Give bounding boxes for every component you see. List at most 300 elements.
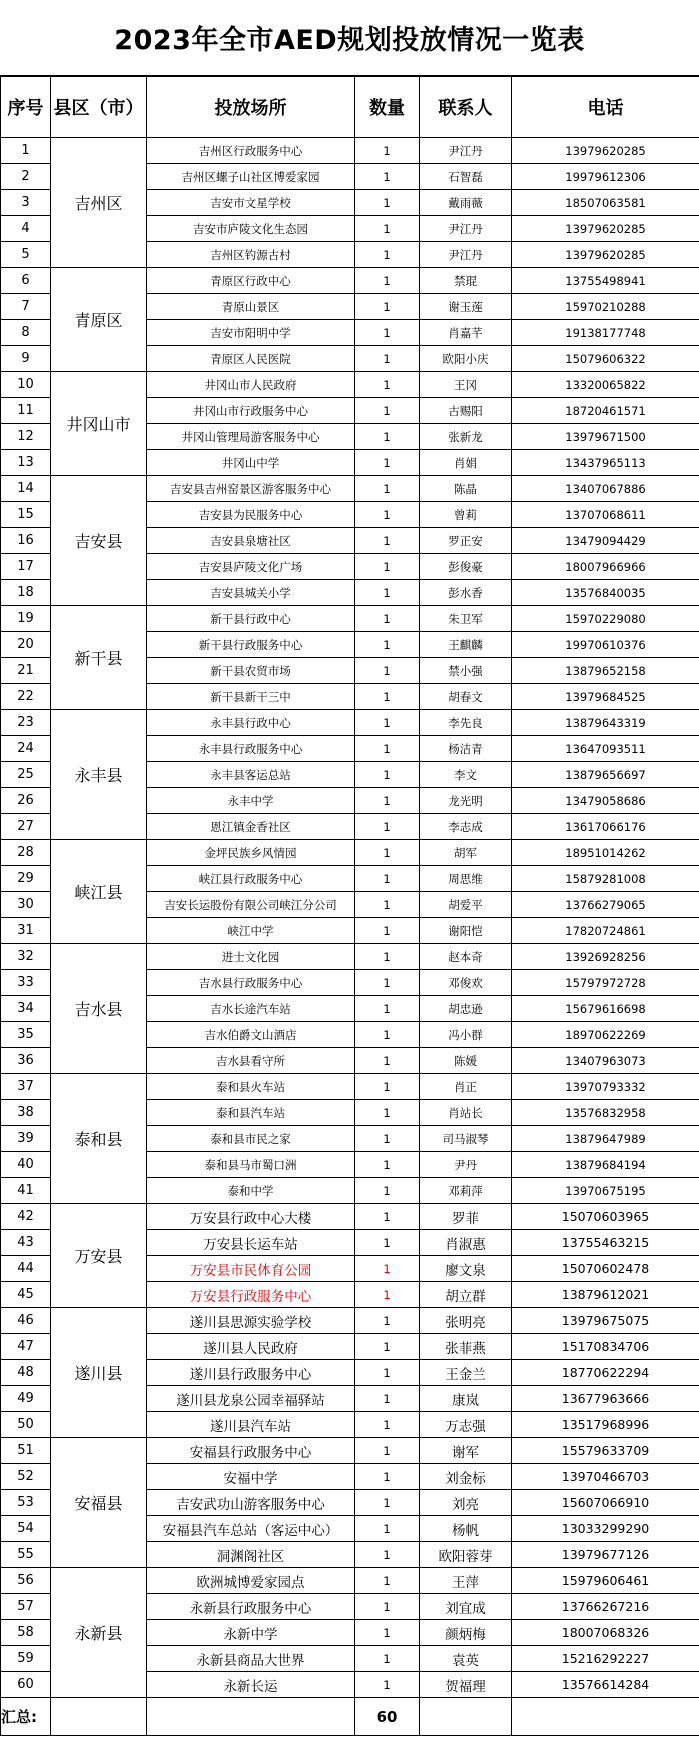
cell-contact: 曾莉 [420, 502, 512, 528]
cell-county: 青原区 [51, 268, 147, 372]
header-phone: 电话 [512, 77, 699, 138]
cell-seq: 33 [1, 970, 51, 996]
cell-contact: 尹丹 [420, 1152, 512, 1178]
cell-phone: 13766267216 [512, 1594, 699, 1620]
cell-place: 泰和县市民之家 [147, 1126, 355, 1152]
cell-contact: 颜炳梅 [420, 1620, 512, 1646]
cell-phone: 13970466703 [512, 1464, 699, 1490]
cell-seq: 20 [1, 632, 51, 658]
cell-qty: 1 [355, 580, 420, 606]
cell-contact: 欧阳小庆 [420, 346, 512, 372]
cell-phone: 13707068611 [512, 502, 699, 528]
cell-seq: 55 [1, 1542, 51, 1568]
cell-phone: 19138177748 [512, 320, 699, 346]
cell-seq: 7 [1, 294, 51, 320]
cell-seq: 26 [1, 788, 51, 814]
cell-phone: 13677963666 [512, 1386, 699, 1412]
cell-qty: 1 [355, 788, 420, 814]
cell-qty: 1 [355, 372, 420, 398]
cell-contact: 罗菲 [420, 1204, 512, 1230]
cell-seq: 11 [1, 398, 51, 424]
cell-contact: 胡军 [420, 840, 512, 866]
summary-empty [420, 1698, 512, 1736]
table-row [1, 840, 699, 866]
cell-qty: 1 [355, 892, 420, 918]
cell-seq: 28 [1, 840, 51, 866]
cell-qty: 1 [355, 866, 420, 892]
cell-contact: 刘宜成 [420, 1594, 512, 1620]
cell-phone: 13979677126 [512, 1542, 699, 1568]
cell-phone: 15679616698 [512, 996, 699, 1022]
cell-seq: 14 [1, 476, 51, 502]
cell-seq: 43 [1, 1230, 51, 1256]
cell-contact: 胡立群 [420, 1282, 512, 1308]
cell-place: 吉安市文星学校 [147, 190, 355, 216]
cell-seq: 51 [1, 1438, 51, 1464]
cell-qty: 1 [355, 1594, 420, 1620]
cell-phone: 15079606322 [512, 346, 699, 372]
cell-place: 井冈山市人民政府 [147, 372, 355, 398]
cell-county: 泰和县 [51, 1074, 147, 1204]
cell-contact: 贺福理 [420, 1672, 512, 1698]
cell-place: 青原山景区 [147, 294, 355, 320]
cell-contact: 龙光明 [420, 788, 512, 814]
cell-qty: 1 [355, 814, 420, 840]
cell-seq: 5 [1, 242, 51, 268]
cell-contact: 朱卫军 [420, 606, 512, 632]
cell-qty: 1 [355, 398, 420, 424]
cell-contact: 尹江丹 [420, 138, 512, 164]
cell-phone: 15170834706 [512, 1334, 699, 1360]
summary-label: 汇总: [1, 1698, 51, 1736]
cell-phone: 13879684194 [512, 1152, 699, 1178]
cell-phone: 15070603965 [512, 1204, 699, 1230]
cell-seq: 58 [1, 1620, 51, 1646]
cell-seq: 8 [1, 320, 51, 346]
cell-place: 泰和中学 [147, 1178, 355, 1204]
cell-seq: 34 [1, 996, 51, 1022]
cell-seq: 4 [1, 216, 51, 242]
cell-phone: 13617066176 [512, 814, 699, 840]
cell-place: 万安县市民体育公园 [147, 1256, 355, 1282]
cell-county: 永丰县 [51, 710, 147, 840]
cell-qty: 1 [355, 996, 420, 1022]
cell-place: 泰和县汽车站 [147, 1100, 355, 1126]
summary-total: 60 [355, 1698, 420, 1736]
table-body [1, 138, 699, 1698]
cell-phone: 13979684525 [512, 684, 699, 710]
cell-qty: 1 [355, 424, 420, 450]
cell-seq: 40 [1, 1152, 51, 1178]
cell-phone: 13576614284 [512, 1672, 699, 1698]
cell-phone: 13576832958 [512, 1100, 699, 1126]
cell-seq: 24 [1, 736, 51, 762]
cell-place: 永新长运 [147, 1672, 355, 1698]
cell-contact: 邓莉萍 [420, 1178, 512, 1204]
cell-phone: 19979612306 [512, 164, 699, 190]
cell-phone: 15970210288 [512, 294, 699, 320]
cell-seq: 49 [1, 1386, 51, 1412]
cell-seq: 36 [1, 1048, 51, 1074]
cell-qty: 1 [355, 1516, 420, 1542]
cell-contact: 张新龙 [420, 424, 512, 450]
table-row [1, 1204, 699, 1230]
cell-qty: 1 [355, 1256, 420, 1282]
cell-qty: 1 [355, 710, 420, 736]
header-seq: 序号 [1, 77, 51, 138]
cell-phone: 13879643319 [512, 710, 699, 736]
cell-phone: 15607066910 [512, 1490, 699, 1516]
cell-contact: 王麒麟 [420, 632, 512, 658]
cell-seq: 48 [1, 1360, 51, 1386]
cell-contact: 石智磊 [420, 164, 512, 190]
cell-qty: 1 [355, 1022, 420, 1048]
summary-row [1, 1698, 699, 1736]
cell-seq: 12 [1, 424, 51, 450]
cell-seq: 23 [1, 710, 51, 736]
cell-qty: 1 [355, 1620, 420, 1646]
table-row [1, 1438, 699, 1464]
cell-phone: 13879652158 [512, 658, 699, 684]
cell-county: 吉水县 [51, 944, 147, 1074]
cell-phone: 13479094429 [512, 528, 699, 554]
cell-contact: 罗正安 [420, 528, 512, 554]
cell-contact: 戴雨薇 [420, 190, 512, 216]
cell-contact: 谢玉莲 [420, 294, 512, 320]
cell-phone: 13407067886 [512, 476, 699, 502]
cell-qty: 1 [355, 268, 420, 294]
table-row [1, 710, 699, 736]
cell-place: 安福中学 [147, 1464, 355, 1490]
cell-contact: 谢军 [420, 1438, 512, 1464]
cell-place: 万安县行政中心大楼 [147, 1204, 355, 1230]
cell-phone: 15797972728 [512, 970, 699, 996]
cell-seq: 41 [1, 1178, 51, 1204]
cell-contact: 万志强 [420, 1412, 512, 1438]
cell-place: 吉水县看守所 [147, 1048, 355, 1074]
cell-phone: 13979671500 [512, 424, 699, 450]
cell-place: 新干县行政中心 [147, 606, 355, 632]
cell-contact: 肖嘉芊 [420, 320, 512, 346]
cell-phone: 13437965113 [512, 450, 699, 476]
cell-phone: 18970622269 [512, 1022, 699, 1048]
cell-contact: 陈晶 [420, 476, 512, 502]
aed-table [0, 76, 699, 1736]
cell-contact: 谢阳恺 [420, 918, 512, 944]
page-title: 2023年全市AED规划投放情况一览表 [0, 0, 699, 76]
cell-county: 峡江县 [51, 840, 147, 944]
cell-qty: 1 [355, 1282, 420, 1308]
cell-phone: 13647093511 [512, 736, 699, 762]
cell-seq: 52 [1, 1464, 51, 1490]
cell-phone: 18007966966 [512, 554, 699, 580]
cell-seq: 10 [1, 372, 51, 398]
cell-phone: 13979620285 [512, 242, 699, 268]
cell-seq: 21 [1, 658, 51, 684]
cell-contact: 刘金标 [420, 1464, 512, 1490]
cell-place: 永新中学 [147, 1620, 355, 1646]
cell-qty: 1 [355, 502, 420, 528]
cell-seq: 50 [1, 1412, 51, 1438]
cell-seq: 19 [1, 606, 51, 632]
cell-contact: 司马淑琴 [420, 1126, 512, 1152]
cell-county: 吉州区 [51, 138, 147, 268]
cell-place: 吉水县行政服务中心 [147, 970, 355, 996]
cell-phone: 15216292227 [512, 1646, 699, 1672]
cell-contact: 王萍 [420, 1568, 512, 1594]
cell-county: 吉安县 [51, 476, 147, 606]
cell-place: 洞渊阁社区 [147, 1542, 355, 1568]
cell-place: 吉水伯爵文山酒店 [147, 1022, 355, 1048]
cell-place: 安福县汽车总站（客运中心） [147, 1516, 355, 1542]
cell-seq: 2 [1, 164, 51, 190]
cell-qty: 1 [355, 970, 420, 996]
cell-qty: 1 [355, 294, 420, 320]
table-row [1, 1568, 699, 1594]
cell-phone: 19970610376 [512, 632, 699, 658]
cell-place: 吉安市阳明中学 [147, 320, 355, 346]
cell-contact: 古赐阳 [420, 398, 512, 424]
cell-contact: 杨洁青 [420, 736, 512, 762]
cell-place: 新干县新干三中 [147, 684, 355, 710]
cell-seq: 16 [1, 528, 51, 554]
cell-place: 永新县商品大世界 [147, 1646, 355, 1672]
cell-phone: 13517968996 [512, 1412, 699, 1438]
cell-phone: 13879647989 [512, 1126, 699, 1152]
cell-place: 遂川县汽车站 [147, 1412, 355, 1438]
cell-place: 青原区人民医院 [147, 346, 355, 372]
cell-seq: 32 [1, 944, 51, 970]
cell-seq: 56 [1, 1568, 51, 1594]
cell-county: 安福县 [51, 1438, 147, 1568]
cell-place: 遂川县行政服务中心 [147, 1360, 355, 1386]
cell-contact: 肖娟 [420, 450, 512, 476]
cell-qty: 1 [355, 1490, 420, 1516]
cell-contact: 陈媛 [420, 1048, 512, 1074]
header-county: 县区（市） [51, 77, 147, 138]
cell-seq: 29 [1, 866, 51, 892]
cell-place: 吉州区行政服务中心 [147, 138, 355, 164]
cell-qty: 1 [355, 1048, 420, 1074]
cell-phone: 13755498941 [512, 268, 699, 294]
cell-contact: 肖淑惠 [420, 1230, 512, 1256]
cell-qty: 1 [355, 1672, 420, 1698]
cell-place: 进士文化园 [147, 944, 355, 970]
cell-qty: 1 [355, 164, 420, 190]
cell-seq: 17 [1, 554, 51, 580]
cell-qty: 1 [355, 1334, 420, 1360]
cell-seq: 47 [1, 1334, 51, 1360]
table-row [1, 606, 699, 632]
cell-place: 吉州区螺子山社区博爱家园 [147, 164, 355, 190]
cell-qty: 1 [355, 1178, 420, 1204]
cell-phone: 13979620285 [512, 216, 699, 242]
cell-phone: 13979620285 [512, 138, 699, 164]
cell-place: 吉安县泉塘社区 [147, 528, 355, 554]
cell-place: 恩江镇金香社区 [147, 814, 355, 840]
cell-phone: 18507063581 [512, 190, 699, 216]
cell-place: 吉安县吉州窑景区游客服务中心 [147, 476, 355, 502]
cell-seq: 22 [1, 684, 51, 710]
cell-phone: 15070602478 [512, 1256, 699, 1282]
cell-contact: 胡爱平 [420, 892, 512, 918]
cell-place: 万安县行政服务中心 [147, 1282, 355, 1308]
cell-phone: 15579633709 [512, 1438, 699, 1464]
cell-place: 遂川县龙泉公园幸福驿站 [147, 1386, 355, 1412]
cell-contact: 李先良 [420, 710, 512, 736]
summary-empty [512, 1698, 699, 1736]
cell-qty: 1 [355, 1100, 420, 1126]
cell-phone: 13576840035 [512, 580, 699, 606]
cell-contact: 袁英 [420, 1646, 512, 1672]
cell-contact: 王金兰 [420, 1360, 512, 1386]
cell-phone: 13479058686 [512, 788, 699, 814]
cell-qty: 1 [355, 658, 420, 684]
cell-seq: 27 [1, 814, 51, 840]
summary-empty [147, 1698, 355, 1736]
cell-seq: 54 [1, 1516, 51, 1542]
cell-phone: 13970793332 [512, 1074, 699, 1100]
cell-phone: 15979606461 [512, 1568, 699, 1594]
cell-qty: 1 [355, 736, 420, 762]
cell-qty: 1 [355, 528, 420, 554]
cell-county: 井冈山市 [51, 372, 147, 476]
cell-seq: 60 [1, 1672, 51, 1698]
cell-contact: 李志成 [420, 814, 512, 840]
cell-contact: 张菲燕 [420, 1334, 512, 1360]
cell-place: 永丰中学 [147, 788, 355, 814]
cell-place: 遂川县人民政府 [147, 1334, 355, 1360]
cell-contact: 赵本奇 [420, 944, 512, 970]
cell-qty: 1 [355, 1568, 420, 1594]
cell-phone: 13033299290 [512, 1516, 699, 1542]
cell-qty: 1 [355, 242, 420, 268]
cell-seq: 37 [1, 1074, 51, 1100]
cell-qty: 1 [355, 1646, 420, 1672]
cell-place: 井冈山管理局游客服务中心 [147, 424, 355, 450]
cell-contact: 禁琨 [420, 268, 512, 294]
cell-phone: 18951014262 [512, 840, 699, 866]
cell-phone: 15879281008 [512, 866, 699, 892]
cell-phone: 13879656697 [512, 762, 699, 788]
cell-seq: 35 [1, 1022, 51, 1048]
cell-seq: 44 [1, 1256, 51, 1282]
cell-place: 吉安武功山游客服务中心 [147, 1490, 355, 1516]
cell-seq: 46 [1, 1308, 51, 1334]
table-row [1, 372, 699, 398]
table-row [1, 268, 699, 294]
cell-qty: 1 [355, 944, 420, 970]
cell-contact: 杨帆 [420, 1516, 512, 1542]
cell-qty: 1 [355, 1360, 420, 1386]
cell-phone: 15970229080 [512, 606, 699, 632]
cell-qty: 1 [355, 1386, 420, 1412]
cell-place: 吉安县为民服务中心 [147, 502, 355, 528]
cell-county: 万安县 [51, 1204, 147, 1308]
cell-seq: 1 [1, 138, 51, 164]
cell-qty: 1 [355, 1074, 420, 1100]
cell-contact: 冯小群 [420, 1022, 512, 1048]
cell-place: 泰和县火车站 [147, 1074, 355, 1100]
cell-place: 永丰县行政中心 [147, 710, 355, 736]
cell-place: 吉水长途汽车站 [147, 996, 355, 1022]
cell-seq: 39 [1, 1126, 51, 1152]
cell-phone: 13766279065 [512, 892, 699, 918]
cell-place: 永新县行政服务中心 [147, 1594, 355, 1620]
cell-phone: 13970675195 [512, 1178, 699, 1204]
header-contact: 联系人 [420, 77, 512, 138]
cell-seq: 53 [1, 1490, 51, 1516]
cell-qty: 1 [355, 762, 420, 788]
cell-place: 新干县农贸市场 [147, 658, 355, 684]
cell-phone: 18007068326 [512, 1620, 699, 1646]
cell-contact: 欧阳蓉芽 [420, 1542, 512, 1568]
cell-phone: 13407963073 [512, 1048, 699, 1074]
cell-qty: 1 [355, 554, 420, 580]
cell-place: 安福县行政服务中心 [147, 1438, 355, 1464]
cell-phone: 13926928256 [512, 944, 699, 970]
cell-place: 吉安县城关小学 [147, 580, 355, 606]
cell-qty: 1 [355, 606, 420, 632]
cell-phone: 13320065822 [512, 372, 699, 398]
cell-place: 吉安长运股份有限公司峡江分公司 [147, 892, 355, 918]
cell-contact: 尹江丹 [420, 216, 512, 242]
cell-qty: 1 [355, 216, 420, 242]
cell-qty: 1 [355, 1204, 420, 1230]
cell-seq: 57 [1, 1594, 51, 1620]
cell-phone: 17820724861 [512, 918, 699, 944]
cell-contact: 胡忠逊 [420, 996, 512, 1022]
summary-empty [51, 1698, 147, 1736]
cell-place: 泰和县马市蜀口洲 [147, 1152, 355, 1178]
cell-seq: 3 [1, 190, 51, 216]
cell-seq: 45 [1, 1282, 51, 1308]
cell-place: 新干县行政服务中心 [147, 632, 355, 658]
cell-qty: 1 [355, 840, 420, 866]
cell-county: 新干县 [51, 606, 147, 710]
cell-place: 遂川县思源实验学校 [147, 1308, 355, 1334]
cell-seq: 15 [1, 502, 51, 528]
cell-seq: 18 [1, 580, 51, 606]
header-place: 投放场所 [147, 77, 355, 138]
cell-place: 永丰县行政服务中心 [147, 736, 355, 762]
cell-seq: 59 [1, 1646, 51, 1672]
cell-place: 峡江中学 [147, 918, 355, 944]
cell-place: 欧洲城博爱家园点 [147, 1568, 355, 1594]
cell-qty: 1 [355, 346, 420, 372]
cell-qty: 1 [355, 684, 420, 710]
cell-contact: 邓俊欢 [420, 970, 512, 996]
cell-qty: 1 [355, 138, 420, 164]
cell-seq: 9 [1, 346, 51, 372]
table-row [1, 944, 699, 970]
cell-phone: 18720461571 [512, 398, 699, 424]
cell-seq: 25 [1, 762, 51, 788]
cell-qty: 1 [355, 320, 420, 346]
cell-place: 吉州区钓源古村 [147, 242, 355, 268]
cell-qty: 1 [355, 1542, 420, 1568]
cell-phone: 18770622294 [512, 1360, 699, 1386]
cell-qty: 1 [355, 476, 420, 502]
table-row [1, 1308, 699, 1334]
cell-place: 吉安县庐陵文化广场 [147, 554, 355, 580]
cell-phone: 13879612021 [512, 1282, 699, 1308]
cell-contact: 廖文泉 [420, 1256, 512, 1282]
cell-qty: 1 [355, 450, 420, 476]
cell-phone: 13755463215 [512, 1230, 699, 1256]
cell-contact: 尹江丹 [420, 242, 512, 268]
cell-qty: 1 [355, 1412, 420, 1438]
